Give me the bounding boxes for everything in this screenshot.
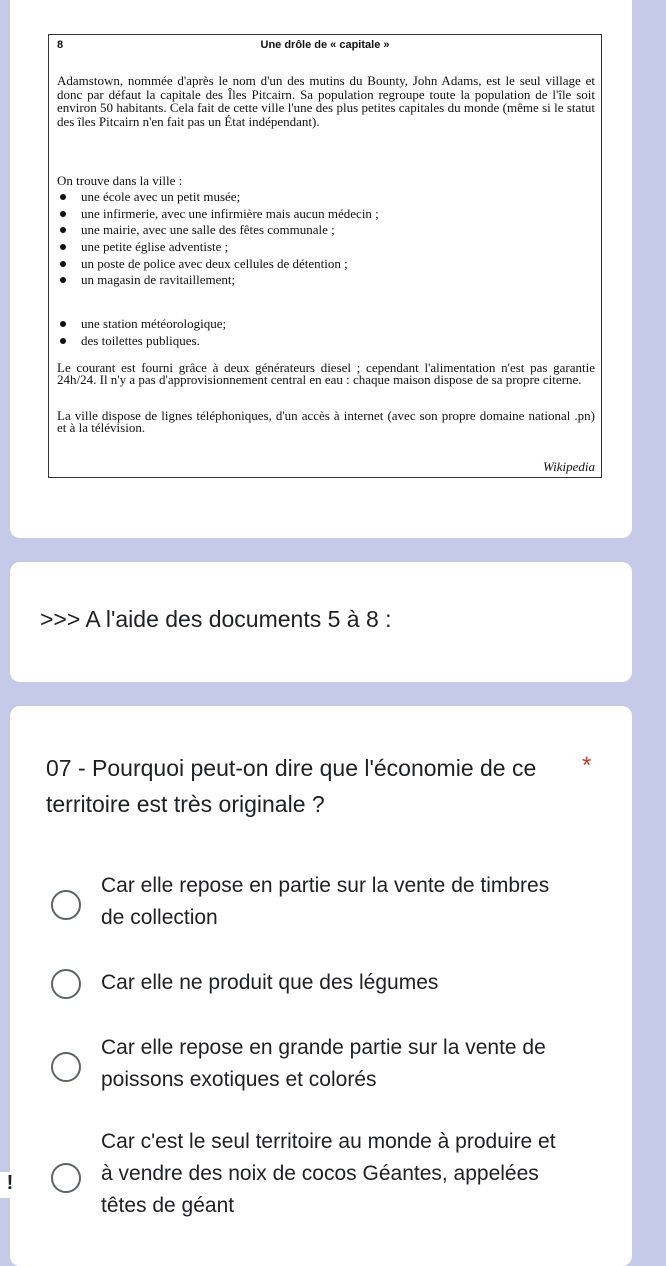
document-title: Une drôle de « capitale » bbox=[260, 39, 390, 51]
list-item: une petite église adventiste ; bbox=[57, 240, 595, 257]
instruction-card bbox=[10, 562, 632, 682]
radio-button[interactable] bbox=[51, 890, 81, 920]
list-item: un poste de police avec deux cellules de détention ; bbox=[57, 257, 595, 274]
option-label[interactable]: Car elle ne produit que des légumes bbox=[101, 971, 439, 994]
document-intro: On trouve dans la ville : bbox=[57, 173, 183, 188]
list-item: une école avec un petit musée; bbox=[57, 190, 595, 207]
question-card bbox=[10, 706, 632, 1266]
warning-icon: ! bbox=[0, 1172, 20, 1198]
question-title: 07 - Pourquoi peut-on dire que l'économie de ce territoire est très originale ? bbox=[46, 755, 537, 817]
document-paragraph-1: Adamstown, nommée d'après le nom d'un des mutins du Bounty, John Adams, est le seul village et donc par défaut la capitale des Îles Pitcairn. Sa population regroupe toute la population de l'île soit environ 50 habitants. Cela fait de cette ville l'une des plus petites capitales du monde (même si le statut des îles Pitcairn n'en fait pas un État indépendant). bbox=[57, 73, 595, 129]
document-image bbox=[48, 34, 602, 478]
list-item: une station météorologique; bbox=[57, 317, 595, 334]
document-list-b bbox=[57, 317, 595, 350]
radio-button[interactable] bbox=[51, 1163, 81, 1193]
required-asterisk: * bbox=[582, 752, 592, 779]
radio-button[interactable] bbox=[51, 969, 81, 999]
list-item: une infirmerie, avec une infirmière mais aucun médecin ; bbox=[57, 207, 595, 224]
instruction-text: >>> A l'aide des documents 5 à 8 : bbox=[40, 606, 392, 632]
option-label[interactable]: Car elle repose en partie sur la vente de timbres de collection bbox=[101, 874, 550, 929]
document-paragraph-3: La ville dispose de lignes téléphoniques, d'un accès à internet (avec son propre domaine national .pn) et à la télévision. bbox=[57, 408, 595, 435]
document-list-a bbox=[57, 190, 595, 290]
document-number: 8 bbox=[57, 39, 64, 51]
option-label[interactable]: Car c'est le seul territoire au monde à produire et à vendre des noix de cocos Géantes, appelées têtes de géant bbox=[101, 1130, 556, 1217]
list-item: un magasin de ravitaillement; bbox=[57, 273, 595, 290]
list-item: une mairie, avec une salle des fêtes communale ; bbox=[57, 223, 595, 240]
option-label[interactable]: Car elle repose en grande partie sur la vente de poissons exotiques et colorés bbox=[101, 1036, 546, 1091]
document-paragraph-2: Le courant est fourni grâce à deux générateurs diesel ; cependant l'alimentation n'est pas garantie 24h/24. Il n'y a pas d'approvisionnement central en eau : chaque maison dispose de sa propre citerne. bbox=[57, 360, 595, 387]
document-source: Wikipedia bbox=[543, 459, 595, 474]
document-card bbox=[10, 0, 632, 538]
list-item: des toilettes publiques. bbox=[57, 334, 595, 351]
radio-button[interactable] bbox=[51, 1052, 81, 1082]
